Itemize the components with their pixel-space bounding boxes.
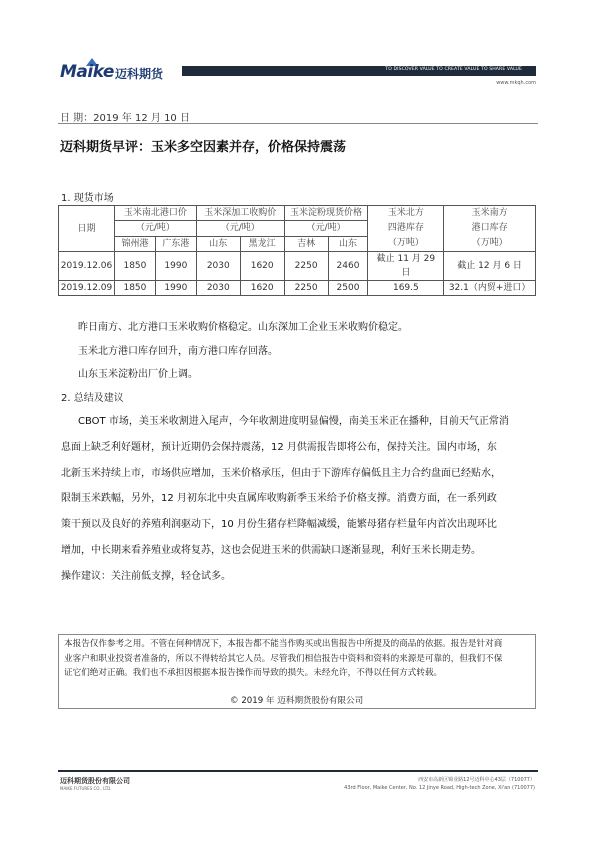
table-row [59, 252, 536, 281]
cell-south-stock: 32.1（内贸+进口） [444, 281, 536, 296]
cell-value: 2250 [284, 252, 328, 281]
report-title: 迈科期货早评：玉米多空因素并存，价格保持震荡 [60, 140, 347, 155]
summary-line: 策干预以及良好的养殖利润驱动下，10 月份生猪存栏降幅减缓，能繁母猪存栏量年内首次出现环比 [61, 519, 497, 531]
header-starch-price-unit: （元/吨） [284, 221, 368, 236]
footer-address-en: 43rd Floor, Maike Center, No. 12 Jinye Road, High-tech Zone, Xi'an (710077) [344, 785, 535, 791]
header-divider [58, 123, 538, 124]
footer-divider [58, 770, 538, 772]
subheader-shandong: 山东 [196, 236, 240, 251]
header-date: 日期 [59, 206, 115, 252]
cell-value: 1850 [114, 281, 155, 296]
spot-note: 山东玉米淀粉出厂价上调。 [78, 369, 198, 380]
cell-value: 2030 [196, 252, 240, 281]
logo-text: Maike [60, 62, 114, 82]
footer-company-name-en: MAIKE FUTURES CO., LTD. [60, 786, 112, 791]
summary-line: 北新玉米持续上市，市场供应增加，玉米价格承压，但由于下游库存偏低且主力合约盘面已经贴水， [61, 467, 501, 479]
summary-line: 增加，中长期来看养殖业或将复苏，这也会促进玉米的供需缺口逐渐显现，利好玉米长期走势。 [61, 544, 481, 556]
subheader-jilin: 吉林 [284, 236, 328, 251]
company-logo [60, 60, 180, 84]
summary-line: CBOT 市场，美玉米收割进入尾声，今年收割进度明显偏慢，南美玉米正在播种，目前天气正常消 [78, 416, 509, 427]
header-port-price-unit: （元/吨） [114, 221, 196, 236]
footer-company-name: 迈科期货股份有限公司 [60, 777, 130, 785]
operation-advice: 操作建议：关注前低支撑，轻仓试多。 [61, 570, 231, 582]
cell-north-stock: 截止 11 月 29 日 [368, 252, 444, 281]
subheader-guangdong: 广东港 [155, 236, 196, 251]
report-date: 日 期：2019 年 12 月 10 日 [60, 113, 190, 124]
disclaimer-line: 业客户和职业投资者准备的，所以不得转给其它人员。尽管我们相信报告中资料和资料的来源是可靠的，但我们不保 [64, 653, 503, 664]
subheader-jinzhou: 锦州港 [114, 236, 155, 251]
disclaimer-line: 证它们绝对正确。我们也不承担因根据本报告操作而导致的损失。未经允许，不得以任何方式转载。 [64, 668, 443, 678]
cell-value: 2460 [328, 252, 368, 281]
disclaimer-text [64, 637, 530, 681]
header-slogan: TO DISCOVER VALUE TO CREATE VALUE TO SHARE VALUE [385, 67, 522, 72]
cell-date: 2019.12.09 [59, 281, 115, 296]
spot-note: 昨日南方、北方港口玉米收购价格稳定。山东深加工企业玉米收购价稳定。 [78, 322, 408, 333]
section-heading-summary: 2. 总结及建议 [61, 393, 124, 404]
header-processing-price-unit: （元/吨） [196, 221, 284, 236]
cell-value: 1990 [155, 281, 196, 296]
copyright: © 2019 年 迈科期货股份有限公司 [230, 696, 364, 706]
cell-value: 1620 [240, 281, 284, 296]
cell-value: 2250 [284, 281, 328, 296]
header-processing-price: 玉米深加工收购价 [196, 206, 284, 221]
header-url[interactable]: www.mkqh.com [496, 80, 536, 86]
header-starch-price: 玉米淀粉现货价格 [284, 206, 368, 221]
section-heading-spot-market: 1. 现货市场 [61, 193, 114, 204]
subheader-shandong-starch: 山东 [328, 236, 368, 251]
header-north-stock: 玉米北方 四港库存 （万吨） [368, 206, 444, 252]
subheader-heilongjiang: 黑龙江 [240, 236, 284, 251]
table-row [59, 281, 536, 296]
cell-value: 1620 [240, 252, 284, 281]
cell-value: 1850 [114, 252, 155, 281]
header-port-price: 玉米南北港口价 [114, 206, 196, 221]
logo-chinese-name: 迈科期货 [115, 67, 164, 81]
summary-line: 息面上缺乏利好题材，预计近期仍会保持震荡，12 月供需报告即将公布，保持关注。国内市场，东 [61, 441, 497, 453]
cell-value: 2030 [196, 281, 240, 296]
cell-north-stock: 169.5 [368, 281, 444, 296]
header-south-stock: 玉米南方 港口库存 （万吨） [444, 206, 536, 252]
summary-line: 限制玉米跌幅，另外，12 月初东北中央直属库收购新季玉米给予价格支撑。消费方面，在一系列政 [61, 493, 497, 505]
cell-value: 1990 [155, 252, 196, 281]
cell-date: 2019.12.06 [59, 252, 115, 281]
cell-value: 2500 [328, 281, 368, 296]
footer-address: 西安市高新区锦业路12号迈科中心43层（710077） [418, 777, 535, 783]
spot-note: 玉米北方港口库存回升，南方港口库存回落。 [78, 346, 278, 357]
summary-paragraph [61, 409, 537, 590]
header-bar [182, 66, 536, 76]
cell-south-stock: 截止 12 月 6 日 [444, 252, 536, 281]
spot-price-table [58, 205, 536, 296]
disclaimer-line: 本报告仅作参考之用。不管在何种情况下，本报告都不能当作购买或出售报告中所提及的商品的依据。报告是针对商 [64, 639, 503, 649]
